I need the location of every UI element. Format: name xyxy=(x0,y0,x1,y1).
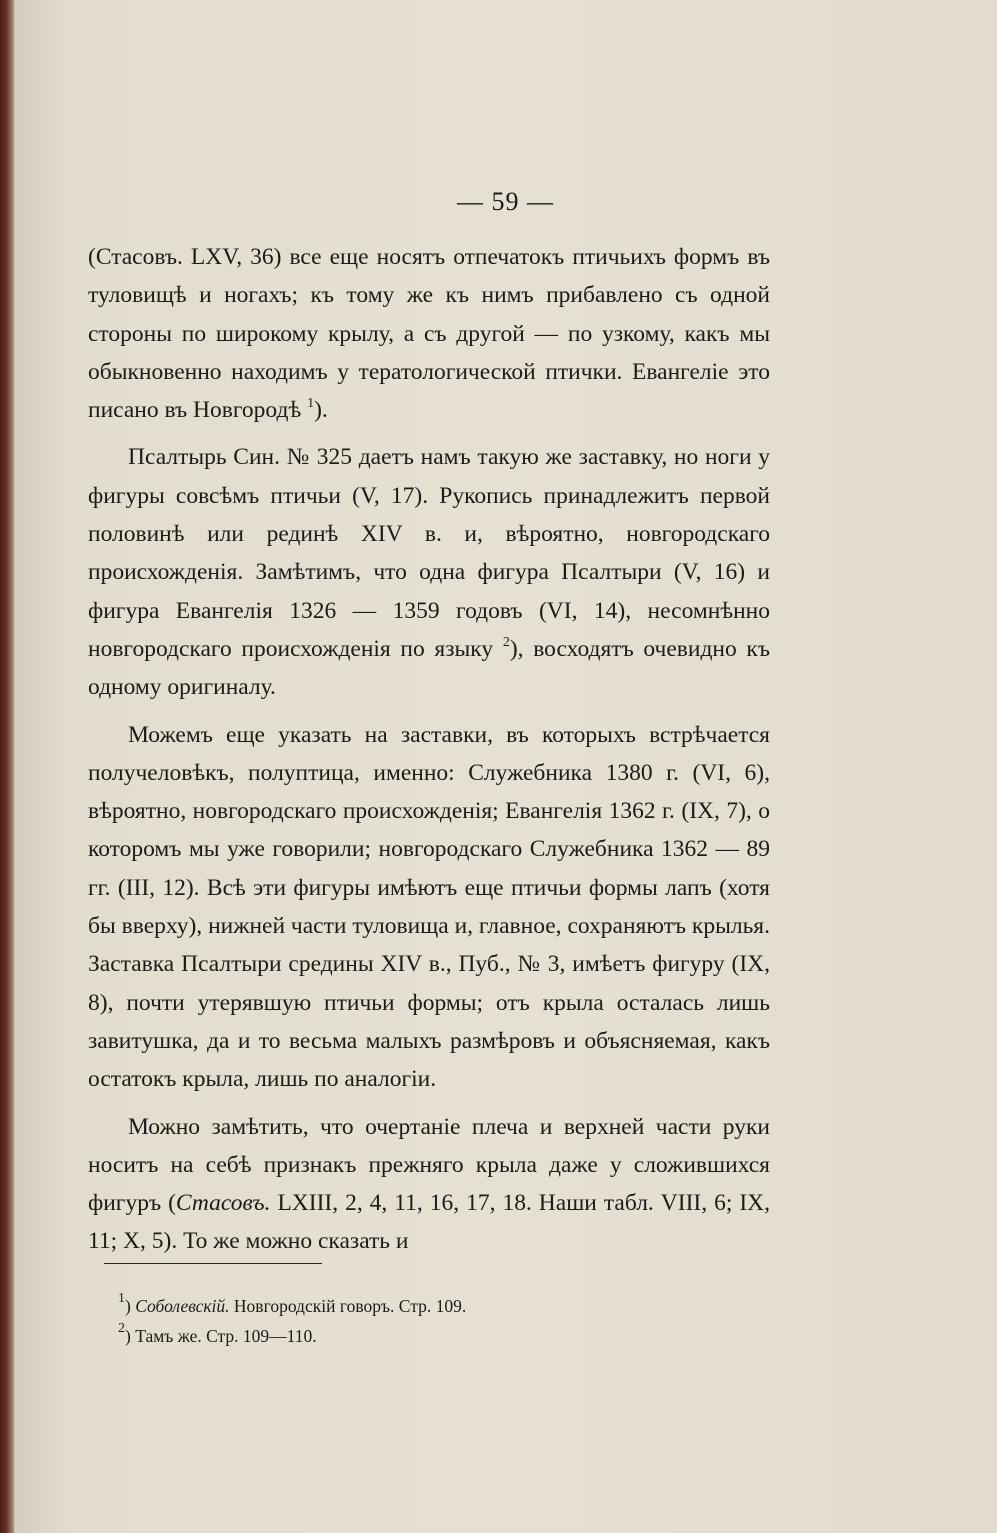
footnote-text: Тамъ же. Стр. 109—110. xyxy=(130,1326,317,1346)
paragraph-text: ). xyxy=(314,397,328,424)
book-page xyxy=(14,0,997,1533)
paragraph xyxy=(88,438,770,706)
paragraph-text: Можно замѣтить, что очертаніе плеча и верхней части руки носитъ на себѣ признакъ прежняго крыла даже у сложившихся фигуръ ( xyxy=(88,1113,770,1217)
paragraph xyxy=(88,238,770,429)
paragraph xyxy=(88,1108,770,1261)
paragraph-text: ), восходятъ очевидно къ одному оригиналу. xyxy=(88,635,770,701)
footnote-mark: 2 xyxy=(118,1321,125,1336)
paragraph-text: Можемъ еще указать на заставки, въ которыхъ встрѣчается получеловѣкъ, полуптица, именно: Служебника 1380 г. (VI, 6), вѣроятно, новгородскаго происхожденія; Евангелія 1362 г. (IX, 7), о которомъ мы уже говорили; новгородскаго Служебника 1362 — 89 гг. (III, 12). Всѣ эти фигуры имѣютъ еще птичьи формы лапъ (хотя бы вверху), нижней части туловища и, главное, сохраняютъ крылья. Заставка Псалтыри средины XIV в., Пуб., № 3, имѣетъ фигуру (IX, 8), почти утерявшую птичьи формы; отъ крыла осталась лишь завитушка, да и то весьма малыхъ размѣровъ и объясняемая, какъ остатокъ крыла, лишь по аналогіи. xyxy=(88,721,770,1093)
paragraph-text: LXIII, 2, 4, 11, 16, 17, 18. Наши табл. VIII, 6; IX, 11; X, 5). То же можно сказать и xyxy=(88,1190,770,1255)
footnote-author: Соболевскій. xyxy=(135,1296,230,1316)
book-binding-edge xyxy=(0,0,14,1533)
body-text xyxy=(88,238,770,1261)
footnote-reference: 1 xyxy=(307,396,315,412)
footnotes xyxy=(118,1291,758,1351)
footnote-text: Новгородскій говоръ. Стр. 109. xyxy=(229,1296,467,1316)
footnote-mark: 1 xyxy=(118,1291,125,1306)
paragraph-text: (Стасовъ. LXV, 36) все еще носятъ отпечатокъ птичьихъ формъ въ туловищѣ и ногахъ; къ тому же къ нимъ прибавлено съ одной стороны по широкому крылу, а съ другой — по узкому, какъ мы обыкновенно находимъ у тератологической птички. Евангеліе это писано въ Новгородѣ xyxy=(88,244,770,424)
footnote-reference: 2 xyxy=(502,634,510,650)
footnote-divider xyxy=(104,1263,322,1264)
page-number: — 59 — xyxy=(457,187,554,216)
paragraph xyxy=(88,716,770,1099)
paragraph-text: Псалтырь Син. № 325 даетъ намъ такую же заставку, но ноги у фигуры совсѣмъ птичьи (V, 17). Рукопись принадлежитъ первой половинѣ или рединѣ XIV в. и, вѣроятно, новгородскаго происхожденія. Замѣтимъ, что одна фигура Псалтыри (V, 16) и фигура Евангелія 1326 — 1359 годовъ (VI, 14), несомнѣнно новгородскаго происхожденія по языку xyxy=(88,444,770,662)
italic-reference: Стасовъ. xyxy=(175,1190,271,1217)
footnote: $^1$) Соболевскій. Новгородскій говоръ. Стр. 109. xyxy=(118,1291,467,1316)
footnote: $^2$) Тамъ же. Стр. 109—110. xyxy=(118,1321,317,1346)
